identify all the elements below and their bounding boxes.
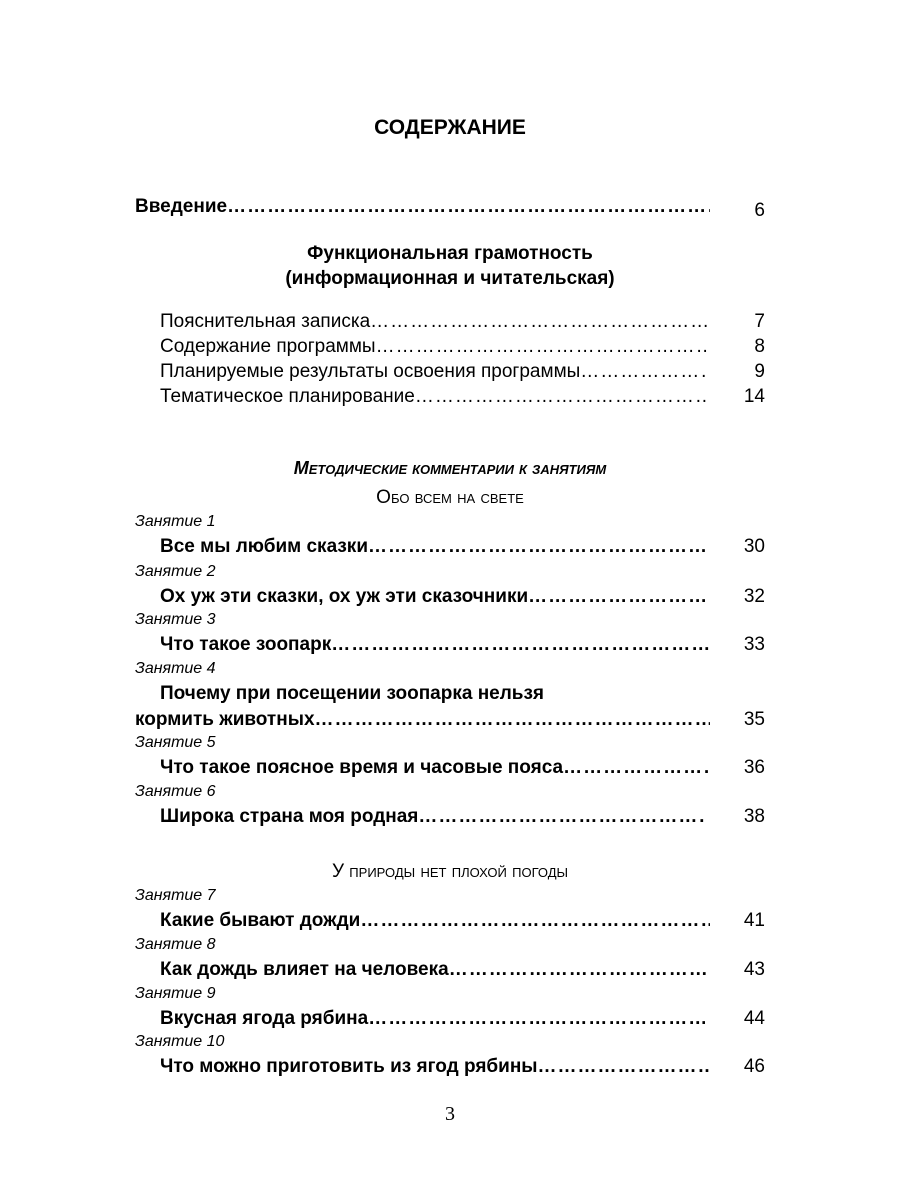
- toc-entry-label: Что такое поясное время и часовые пояса: [160, 757, 564, 778]
- leader-dots: [418, 806, 705, 828]
- topic-heading: У природы нет плохой погоды: [331, 861, 569, 882]
- leader-dots: [449, 959, 710, 981]
- toc-page-number: 9: [754, 361, 765, 382]
- leader-dots: [368, 1008, 705, 1030]
- lesson-number: Занятие 9: [135, 985, 216, 1002]
- page-title: СОДЕРЖАНИЕ: [374, 116, 526, 139]
- toc-entry-label: Ох уж эти сказки, ох уж эти сказочники: [160, 586, 529, 607]
- toc-page-number: 36: [743, 757, 765, 778]
- lesson-number: Занятие 8: [135, 936, 216, 953]
- toc-entry[interactable]: [160, 806, 705, 828]
- toc-entry-label: Какие бывают дожди: [160, 910, 361, 931]
- toc-entry-label: Вкусная ягода рябина: [160, 1008, 369, 1029]
- leader-dots: [580, 361, 707, 383]
- toc-page-number: 7: [754, 311, 765, 332]
- toc-entry[interactable]: [160, 959, 710, 981]
- leader-dots: [370, 311, 707, 333]
- page-number: 3: [445, 1103, 455, 1125]
- toc-page-number: 6: [754, 200, 765, 221]
- toc-entry[interactable]: [160, 1056, 710, 1078]
- leader-dots: [368, 536, 710, 558]
- toc-page-number: 38: [743, 806, 765, 827]
- lesson-number: Занятие 5: [135, 734, 216, 751]
- toc-page-number: 33: [743, 634, 765, 655]
- toc-entry[interactable]: [160, 311, 707, 333]
- toc-page-number: 14: [743, 386, 765, 407]
- toc-page-number: 46: [743, 1056, 765, 1077]
- leader-dots: [538, 1056, 710, 1078]
- toc-entry-label: Содержание программы: [160, 336, 376, 357]
- lesson-number: Занятие 3: [135, 611, 216, 628]
- lesson-number: Занятие 6: [135, 783, 216, 800]
- toc-entry-label: Пояснительная записка: [160, 311, 371, 332]
- lesson-number: Занятие 4: [135, 660, 216, 677]
- toc-entry-label: Что такое зоопарк: [160, 634, 332, 655]
- topic-heading: Обо всем на свете: [376, 487, 524, 508]
- leader-dots: [563, 757, 710, 779]
- toc-page-number: 41: [743, 910, 765, 931]
- toc-entry[interactable]: [160, 910, 710, 932]
- toc-entry-label: Все мы любим сказки: [160, 536, 368, 557]
- toc-page-number: 35: [743, 709, 765, 730]
- toc-entry[interactable]: [160, 757, 710, 779]
- lesson-number: Занятие 10: [135, 1033, 225, 1050]
- toc-page-number: 8: [754, 336, 765, 357]
- lesson-number: Занятие 1: [135, 513, 216, 530]
- toc-entry-label: Введение: [135, 196, 228, 217]
- toc-page-number: 32: [743, 586, 765, 607]
- section-heading: Функциональная грамотность: [307, 243, 593, 264]
- toc-entry-label-line1: Почему при посещении зоопарка нельзя: [160, 683, 545, 704]
- leader-dots: [360, 910, 710, 932]
- lesson-number: Занятие 7: [135, 887, 216, 904]
- toc-entry[interactable]: [160, 1008, 705, 1030]
- toc-entry[interactable]: [160, 361, 707, 383]
- toc-entry[interactable]: [160, 336, 707, 358]
- leader-dots: [227, 196, 710, 218]
- leader-dots: [376, 336, 707, 358]
- toc-entry[interactable]: [160, 634, 710, 656]
- toc-entry[interactable]: [160, 586, 710, 608]
- toc-entry[interactable]: [135, 709, 710, 731]
- toc-entry-label: Широка страна моя родная: [160, 806, 419, 827]
- toc-entry-intro[interactable]: [135, 196, 710, 218]
- toc-entry-label: Как дождь влияет на человека: [160, 959, 449, 980]
- section-heading-sub: (информационная и читательская): [285, 268, 615, 289]
- toc-page-number: 44: [743, 1008, 765, 1029]
- toc-entry-label: Что можно приготовить из ягод рябины: [160, 1056, 538, 1077]
- toc-entry[interactable]: [160, 386, 707, 408]
- leader-dots: [331, 634, 710, 656]
- toc-entry-label: Тематическое планирование: [160, 386, 415, 407]
- leader-dots: [315, 709, 710, 731]
- toc-entry[interactable]: [160, 536, 710, 558]
- leader-dots: [415, 386, 707, 408]
- toc-page-number: 43: [743, 959, 765, 980]
- leader-dots: [528, 586, 710, 608]
- lesson-number: Занятие 2: [135, 563, 216, 580]
- toc-entry-label: кормить животных: [135, 709, 315, 730]
- toc-entry-label: Планируемые результаты освоения программы: [160, 361, 581, 382]
- toc-page-number: 30: [743, 536, 765, 557]
- methods-heading: Методические комментарии к занятиям: [293, 458, 607, 478]
